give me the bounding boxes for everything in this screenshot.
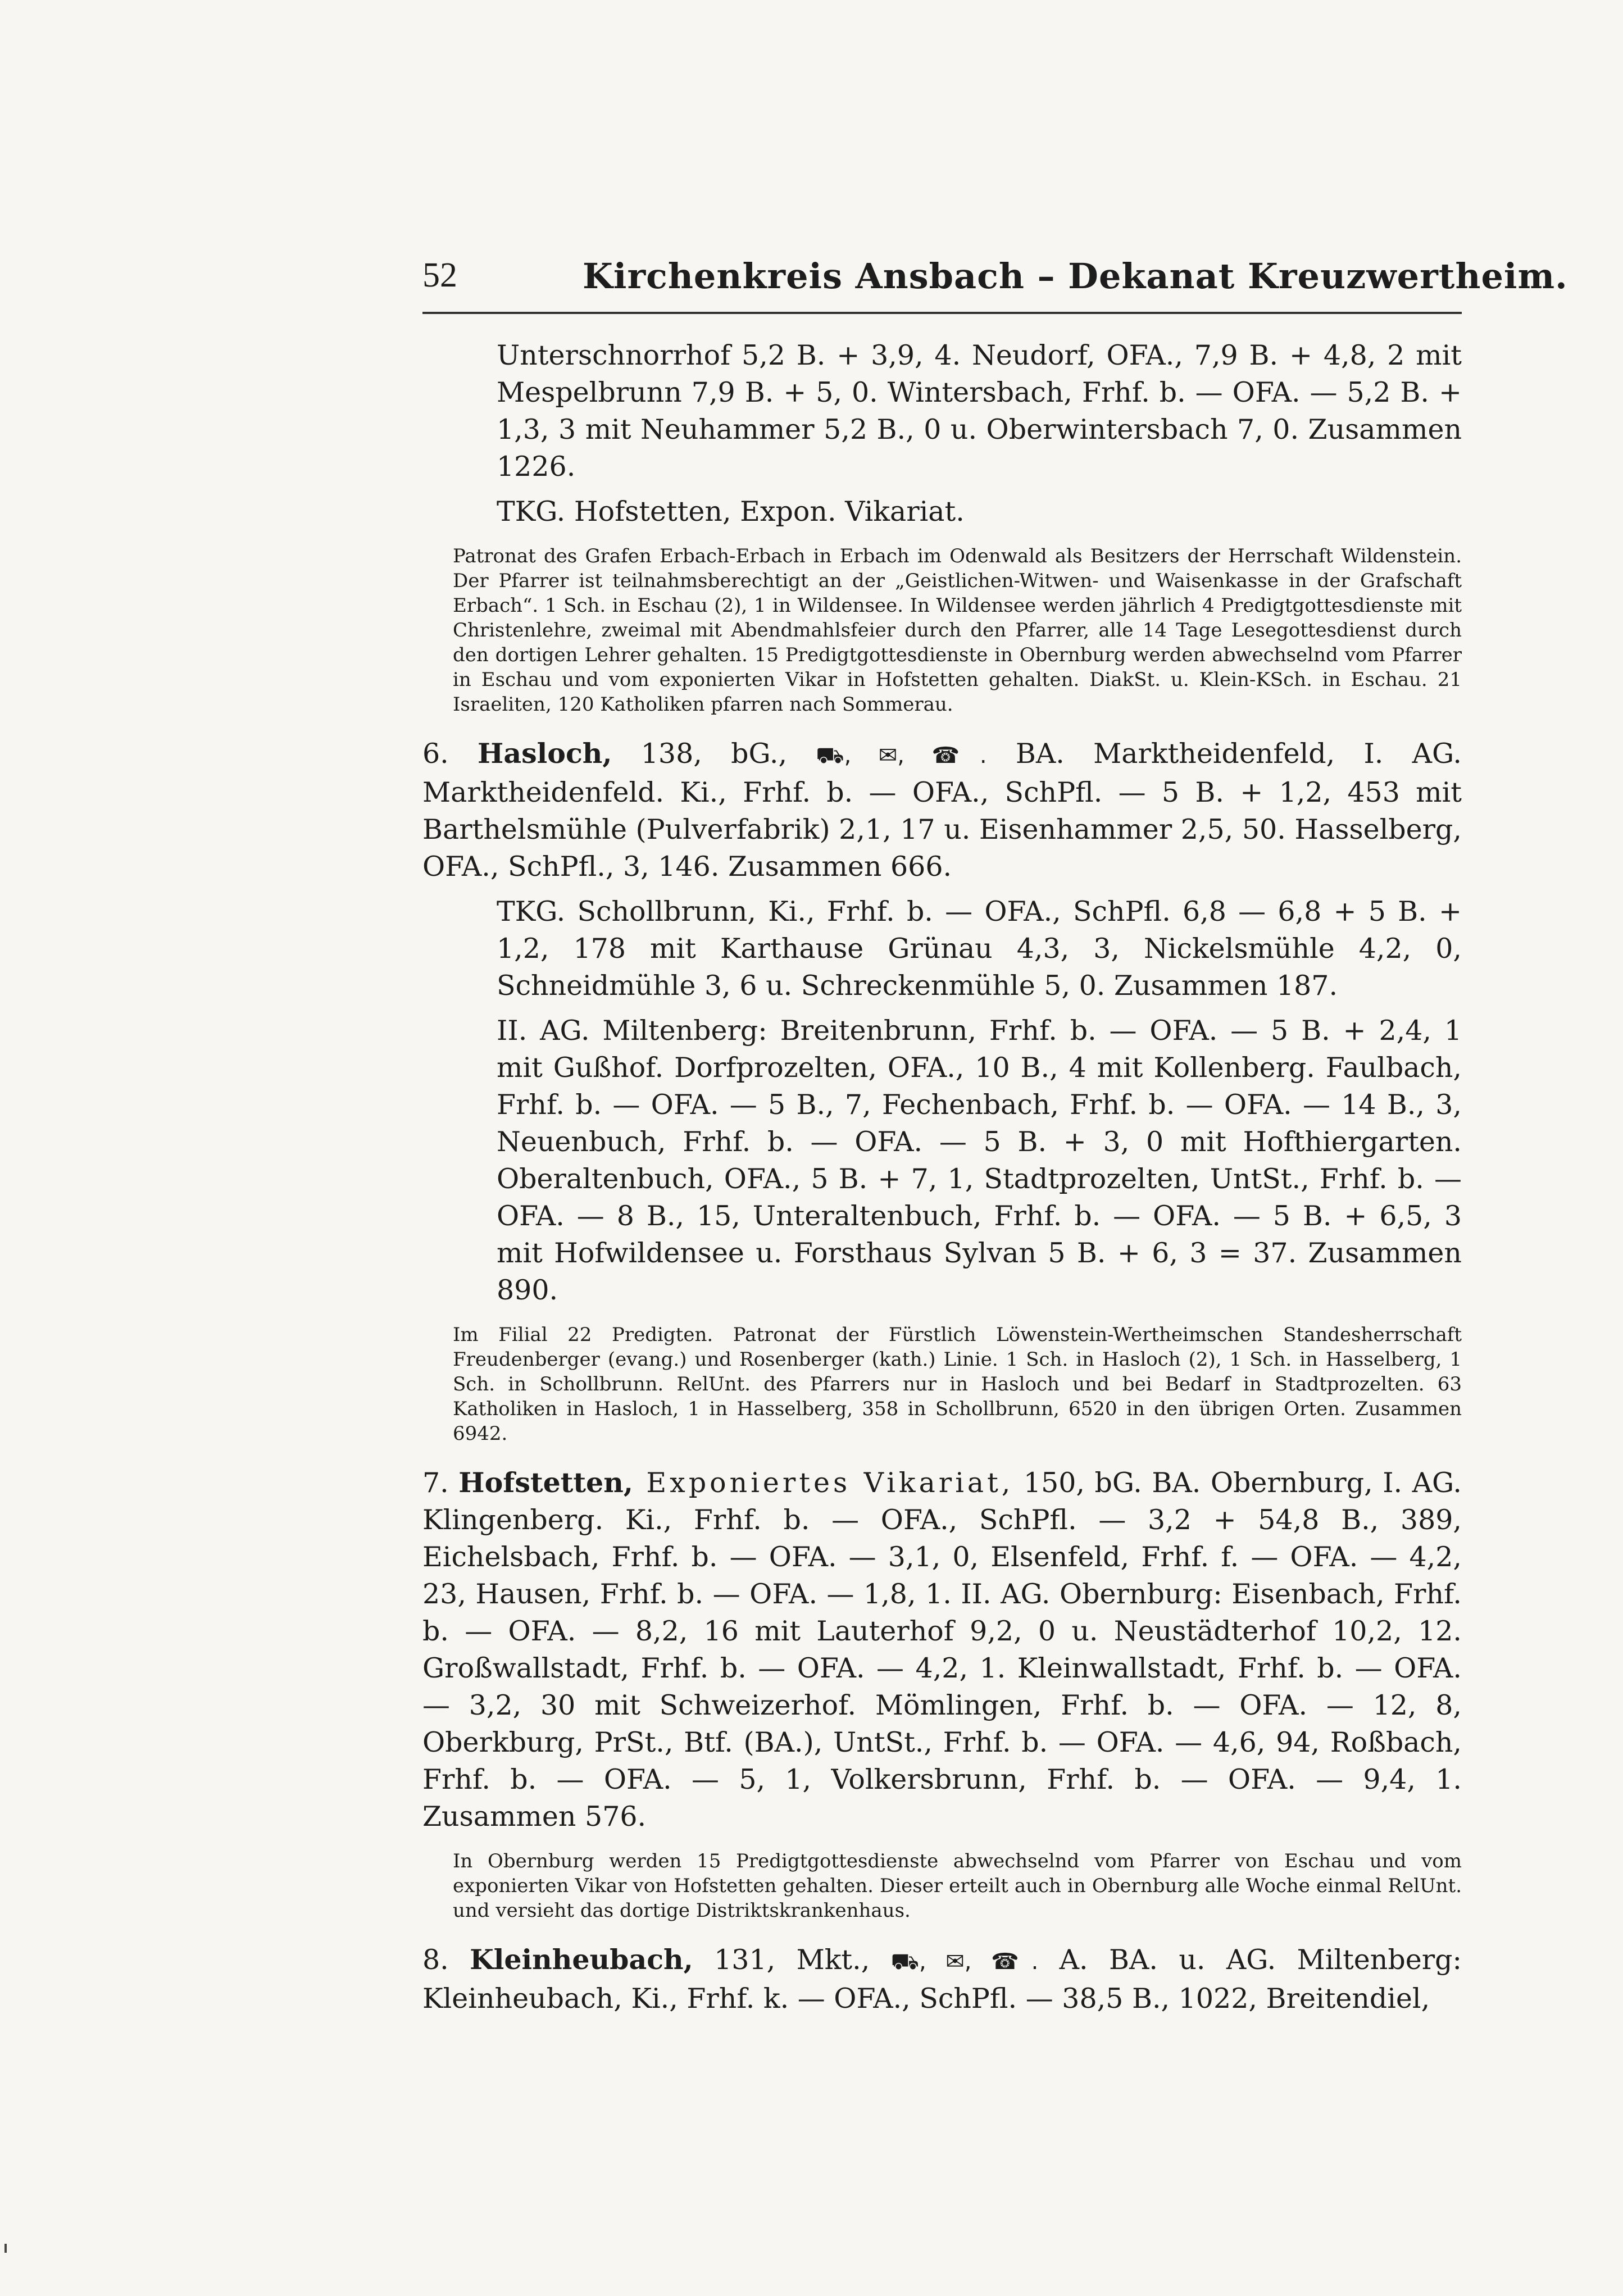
footnote-obernburg: In Obernburg werden 15 Predigtgottesdienste abwechselnd vom Pfarrer von Eschau und vom exponierten Vikar von Hofstetten gehalten. Dieser erteilt auch in Obernburg alle Woche einmal RelUnt. und versieht das dortige Distriktskrankenhaus. (453, 1850, 1462, 1922)
entry-number: 8. (422, 1944, 449, 1976)
entry-subheading: Exponiertes Vikariat, (633, 1467, 1014, 1499)
page-header (422, 256, 1568, 306)
footnote-filial-hasloch: Im Filial 22 Predigten. Patronat der Fürstlich Löwenstein-Wertheimschen Standesherrschaft Freudenberger (evang.) und Rosenberger (kath.) Linie. 1 Sch. in Hasloch (2), 1 Sch. in Hasselberg, 1 Sch. in Schollbrunn. RelUnt. des Pfarrers nur in Hasloch und bei Bedarf in Stadtprozelten. 63 Katholiken in Hasloch, 1 in Hasselberg, 358 in Schollbrunn, 6520 in den übrigen Orten. Zusammen 6942. (453, 1324, 1462, 1445)
main-text (422, 337, 1462, 2017)
entry-number: 6. (422, 738, 449, 770)
entry-number: 7. (422, 1467, 449, 1499)
entry-text: 150, bG. BA. Obernburg, I. AG. Klingenberg. Ki., Frhf. b. — OFA., SchPfl. — 3,2 + 54,8 B., 389, Eichelsbach, Frhf. b. — OFA. — 3,1, 0, Elsenfeld, Frhf. f. — OFA. — 4,2, 23, Hausen, Frhf. b. — OFA. — 1,8, 1. II. AG. Obernburg: Eisenbach, Frhf. b. — OFA. — 8,2, 16 mit Lauterhof 9,2, 0 u. Neustädterhof 10,2, 12. Großwallstadt, Frhf. b. — OFA. — 4,2, 1. Kleinwallstadt, Frhf. b. — OFA. — 3,2, 30 mit Schweizerhof. Mömlingen, Frhf. b. — OFA. — 12, 8, Oberkburg, PrSt., Btf. (BA.), UntSt., Frhf. b. — OFA. — 4,6, 94, Roßbach, Frhf. b. — OFA. — 5, 1, Volkersbrunn, Frhf. b. — OFA. — 9,4, 1. Zusammen 576. (422, 1467, 1462, 1833)
paragraph-tkg-schollbrunn: TKG. Schollbrunn, Ki., Frhf. b. — OFA., SchPfl. 6,8 — 6,8 + 5 B. + 1,2, 178 mit Karthause Grünau 4,3, 3, Nickelsmühle 4,2, 0, Schneidmühle 3, 6 u. Schreckenmühle 5, 0. Zusammen 187. (497, 895, 1462, 1002)
entry-text: A. BA. u. AG. Miltenberg: Kleinheubach, Ki., Frhf. k. — OFA., SchPfl. — 38,5 B., 1022, Breitendiel, (422, 1944, 1462, 2015)
paragraph-ag-miltenberg: II. AG. Miltenberg: Breitenbrunn, Frhf. b. — OFA. — 5 B. + 2,4, 1 mit Gußhof. Dorfprozelten, OFA., 10 B., 4 mit Kollenberg. Faulbach, Frhf. b. — OFA. — 5 B., 7, Fechenbach, Frhf. b. — OFA. — 14 B., 3, Neuenbuch, Frhf. b. — OFA. — 5 B. + 3, 0 mit Hofthiergarten. Oberaltenbuch, OFA., 5 B. + 7, 1, Stadtprozelten, UntSt., Frhf. b. — OFA. — 8 B., 15, Unteraltenbuch, Frhf. b. — OFA. — 5 B. + 6,5, 3 mit Hofwildensee u. Forsthaus Sylvan 5 B. + 6, 3 = 37. Zusammen 890. (497, 1015, 1462, 1306)
entry-6-hasloch (422, 735, 1462, 885)
scan-mark (4, 2244, 7, 2253)
page-number: 52 (422, 256, 457, 294)
footnote-patronat-erbach: Patronat des Grafen Erbach-Erbach in Erbach im Odenwald als Besitzers der Herrschaft Wildenstein. Der Pfarrer ist teilnahmsberechtigt an der „Geistlichen-Witwen- und Waisenkasse in der Grafschaft Erbach“. 1 Sch. in Eschau (2), 1 in Wildensee. In Wildensee werden jährlich 4 Predigtgottesdienste mit Christenlehre, zweimal mit Abendmahlsfeier durch den Pfarrer, alle 14 Tage Lesegottesdienst durch den dortigen Lehrer gehalten. 15 Predigtgottesdienste in Obernburg werden abwechselnd vom Pfarrer in Eschau und vom exponierten Vikar in Hofstetten gehalten. DiakSt. u. Klein-KSch. in Eschau. 21 Israeliten, 120 Katholiken pfarren nach Sommerau. (453, 545, 1462, 716)
entry-heading: Hofstetten, (458, 1466, 633, 1499)
entry-text: 131, Mkt., (693, 1944, 891, 1976)
entry-7-hofstetten (422, 1464, 1462, 1835)
paragraph-tkg-hofstetten: TKG. Hofstetten, Expon. Vikariat. (497, 495, 965, 528)
entry-heading: Hasloch, (478, 737, 612, 770)
postal-symbols-icon: ⛟, ✉, ☎. (890, 1949, 1039, 1975)
entry-text: 138, bG., (612, 738, 816, 770)
entry-text: BA. Marktheidenfeld, I. AG. Marktheidenfeld. Ki., Frhf. b. — OFA., SchPfl. — 5 B. + 1,2, 453 mit Barthelsmühle (Pulverfabrik) 2,1, 17 u. Eisenhammer 2,5, 50. Hasselberg, OFA., SchPfl., 3, 146. Zusammen 666. (422, 738, 1462, 883)
running-title: Kirchenkreis Ansbach – Dekanat Kreuzwertheim. (583, 256, 1568, 297)
paragraph-continuation: Unterschnorrhof 5,2 B. + 3,9, 4. Neudorf, OFA., 7,9 B. + 4,8, 2 mit Mespelbrunn 7,9 B. + 5, 0. Wintersbach, Frhf. b. — OFA. — 5,2 B. + 1,3, 3 mit Neuhammer 5,2 B., 0 u. Oberwintersbach 7, 0. Zusammen 1226. (497, 339, 1462, 483)
entry-8-kleinheubach (422, 1941, 1462, 2017)
entry-heading: Kleinheubach, (470, 1943, 693, 1976)
postal-symbols-icon: ⛟, ✉, ☎. (816, 743, 987, 769)
header-rule (422, 312, 1462, 314)
